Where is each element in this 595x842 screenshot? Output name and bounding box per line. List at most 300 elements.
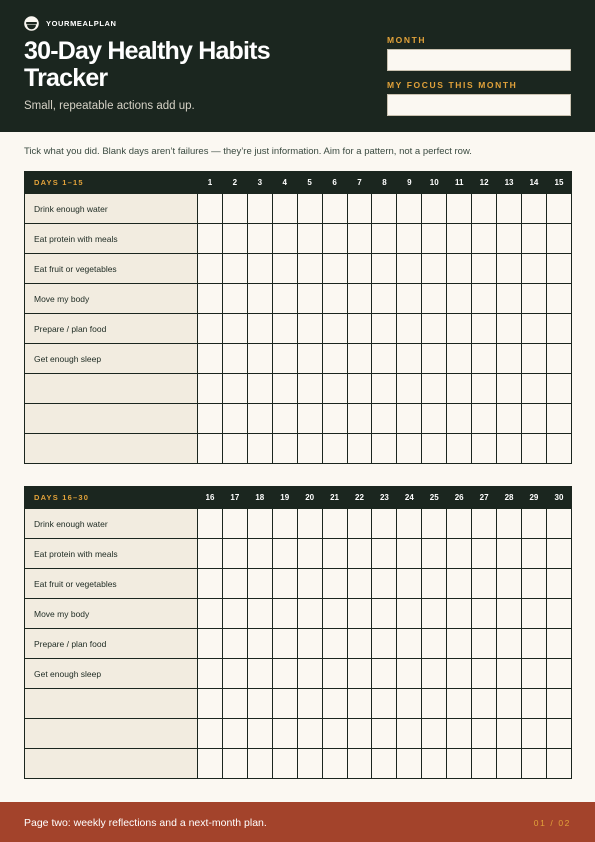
day-checkbox[interactable] [347,434,372,464]
day-checkbox[interactable] [521,404,546,434]
habit-grid [24,171,572,464]
day-checkbox[interactable] [546,374,571,404]
day-checkbox[interactable] [497,344,522,374]
day-checkbox[interactable] [372,224,397,254]
day-checkbox[interactable] [322,629,347,659]
day-checkbox[interactable] [297,314,322,344]
day-checkbox[interactable] [546,689,571,719]
day-checkbox[interactable] [372,689,397,719]
day-checkbox[interactable] [372,344,397,374]
day-checkbox[interactable] [297,194,322,224]
day-checkbox[interactable] [347,509,372,539]
habit-label-blank[interactable] [25,374,198,404]
day-checkbox[interactable] [347,344,372,374]
day-checkbox[interactable] [372,404,397,434]
day-checkbox[interactable] [247,749,272,779]
day-checkbox[interactable] [397,719,422,749]
day-checkbox[interactable] [372,539,397,569]
day-checkbox[interactable] [297,689,322,719]
day-header: 11 [447,172,472,194]
day-checkbox[interactable] [422,719,447,749]
day-header: 8 [372,172,397,194]
day-checkbox[interactable] [347,284,372,314]
day-checkbox[interactable] [546,284,571,314]
day-checkbox[interactable] [222,689,247,719]
day-checkbox[interactable] [322,659,347,689]
habit-label-blank[interactable] [25,404,198,434]
day-checkbox[interactable] [222,284,247,314]
day-header: 25 [422,487,447,509]
day-checkbox[interactable] [447,509,472,539]
habit-label: Drink enough water [25,194,198,224]
day-checkbox[interactable] [247,254,272,284]
title-line-2: Tracker [24,64,108,92]
day-checkbox[interactable] [347,629,372,659]
day-checkbox[interactable] [347,719,372,749]
day-checkbox[interactable] [322,254,347,284]
day-checkbox[interactable] [272,404,297,434]
day-checkbox[interactable] [372,374,397,404]
day-checkbox[interactable] [521,599,546,629]
day-checkbox[interactable] [422,509,447,539]
day-checkbox[interactable] [422,254,447,284]
day-checkbox[interactable] [447,224,472,254]
day-checkbox[interactable] [447,254,472,284]
day-checkbox[interactable] [198,314,223,344]
day-checkbox[interactable] [297,509,322,539]
day-checkbox[interactable] [247,659,272,689]
day-checkbox[interactable] [322,569,347,599]
habit-row [25,659,572,689]
habit-label-blank[interactable] [25,749,198,779]
day-checkbox[interactable] [521,749,546,779]
day-checkbox[interactable] [447,344,472,374]
day-checkbox[interactable] [347,314,372,344]
day-checkbox[interactable] [322,539,347,569]
day-checkbox[interactable] [222,344,247,374]
day-checkbox[interactable] [347,374,372,404]
day-checkbox[interactable] [222,539,247,569]
day-checkbox[interactable] [322,719,347,749]
day-checkbox[interactable] [247,629,272,659]
day-checkbox[interactable] [198,344,223,374]
day-checkbox[interactable] [347,569,372,599]
day-checkbox[interactable] [397,539,422,569]
day-header: 9 [397,172,422,194]
day-checkbox[interactable] [272,344,297,374]
day-checkbox[interactable] [472,689,497,719]
day-checkbox[interactable] [497,749,522,779]
day-checkbox[interactable] [521,374,546,404]
day-checkbox[interactable] [347,659,372,689]
day-checkbox[interactable] [447,719,472,749]
subtitle: Small, repeatable actions add up. [24,100,195,112]
day-checkbox[interactable] [546,314,571,344]
day-checkbox[interactable] [322,404,347,434]
day-checkbox[interactable] [397,569,422,599]
day-checkbox[interactable] [198,599,223,629]
day-checkbox[interactable] [472,629,497,659]
day-checkbox[interactable] [347,194,372,224]
day-checkbox[interactable] [347,599,372,629]
month-label: MONTH [387,35,427,45]
day-checkbox[interactable] [397,629,422,659]
day-checkbox[interactable] [497,689,522,719]
day-checkbox[interactable] [198,404,223,434]
day-checkbox[interactable] [272,689,297,719]
day-checkbox[interactable] [347,224,372,254]
day-checkbox[interactable] [198,284,223,314]
day-checkbox[interactable] [222,569,247,599]
habit-grid [24,486,572,779]
day-checkbox[interactable] [497,194,522,224]
day-checkbox[interactable] [447,749,472,779]
day-checkbox[interactable] [397,509,422,539]
habit-label-blank[interactable] [25,434,198,464]
day-checkbox[interactable] [447,284,472,314]
day-checkbox[interactable] [272,374,297,404]
day-checkbox[interactable] [422,539,447,569]
day-checkbox[interactable] [497,224,522,254]
day-checkbox[interactable] [447,689,472,719]
day-checkbox[interactable] [372,749,397,779]
day-checkbox[interactable] [372,719,397,749]
day-checkbox[interactable] [472,599,497,629]
day-checkbox[interactable] [546,569,571,599]
day-checkbox[interactable] [546,599,571,629]
day-checkbox[interactable] [247,689,272,719]
day-header: 16 [198,487,223,509]
day-checkbox[interactable] [322,194,347,224]
day-checkbox[interactable] [372,629,397,659]
day-checkbox[interactable] [546,224,571,254]
day-checkbox[interactable] [272,629,297,659]
day-checkbox[interactable] [397,314,422,344]
day-checkbox[interactable] [546,254,571,284]
day-checkbox[interactable] [222,194,247,224]
day-checkbox[interactable] [546,539,571,569]
day-checkbox[interactable] [397,659,422,689]
day-checkbox[interactable] [347,749,372,779]
day-checkbox[interactable] [397,434,422,464]
day-checkbox[interactable] [297,224,322,254]
day-checkbox[interactable] [372,599,397,629]
day-checkbox[interactable] [272,539,297,569]
day-header: 6 [322,172,347,194]
day-checkbox[interactable] [521,569,546,599]
day-checkbox[interactable] [198,569,223,599]
day-checkbox[interactable] [546,659,571,689]
day-checkbox[interactable] [497,509,522,539]
day-checkbox[interactable] [247,719,272,749]
day-checkbox[interactable] [422,659,447,689]
day-checkbox[interactable] [397,344,422,374]
day-checkbox[interactable] [322,599,347,629]
day-checkbox[interactable] [422,284,447,314]
day-checkbox[interactable] [247,224,272,254]
day-checkbox[interactable] [472,404,497,434]
day-checkbox[interactable] [397,254,422,284]
day-checkbox[interactable] [397,404,422,434]
day-checkbox[interactable] [198,254,223,284]
day-checkbox[interactable] [521,659,546,689]
day-checkbox[interactable] [422,629,447,659]
habit-label: Prepare / plan food [25,314,198,344]
day-checkbox[interactable] [497,404,522,434]
day-checkbox[interactable] [247,599,272,629]
day-checkbox[interactable] [247,314,272,344]
day-checkbox[interactable] [222,254,247,284]
day-checkbox[interactable] [272,569,297,599]
day-checkbox[interactable] [297,599,322,629]
day-header: 28 [497,487,522,509]
day-checkbox[interactable] [347,404,372,434]
day-checkbox[interactable] [222,404,247,434]
day-checkbox[interactable] [372,314,397,344]
habit-label-blank[interactable] [25,719,198,749]
habit-label-blank[interactable] [25,689,198,719]
day-checkbox[interactable] [422,599,447,629]
day-checkbox[interactable] [447,434,472,464]
day-checkbox[interactable] [222,749,247,779]
day-checkbox[interactable] [521,224,546,254]
habit-row [25,434,572,464]
day-checkbox[interactable] [198,509,223,539]
day-checkbox[interactable] [546,509,571,539]
day-checkbox[interactable] [372,434,397,464]
day-checkbox[interactable] [247,344,272,374]
day-checkbox[interactable] [222,224,247,254]
day-checkbox[interactable] [322,224,347,254]
day-checkbox[interactable] [472,344,497,374]
day-checkbox[interactable] [247,194,272,224]
day-checkbox[interactable] [497,629,522,659]
day-checkbox[interactable] [397,284,422,314]
day-checkbox[interactable] [546,344,571,374]
day-checkbox[interactable] [222,434,247,464]
day-checkbox[interactable] [198,719,223,749]
day-checkbox[interactable] [297,374,322,404]
day-checkbox[interactable] [347,539,372,569]
day-checkbox[interactable] [198,539,223,569]
day-checkbox[interactable] [347,689,372,719]
day-checkbox[interactable] [497,569,522,599]
day-checkbox[interactable] [521,284,546,314]
day-checkbox[interactable] [521,344,546,374]
day-checkbox[interactable] [198,749,223,779]
day-checkbox[interactable] [447,629,472,659]
day-checkbox[interactable] [198,224,223,254]
day-checkbox[interactable] [521,254,546,284]
day-checkbox[interactable] [222,659,247,689]
day-checkbox[interactable] [546,749,571,779]
day-header: 18 [247,487,272,509]
day-checkbox[interactable] [447,404,472,434]
day-checkbox[interactable] [247,569,272,599]
day-checkbox[interactable] [497,314,522,344]
day-checkbox[interactable] [297,344,322,374]
day-checkbox[interactable] [422,689,447,719]
day-checkbox[interactable] [322,374,347,404]
day-checkbox[interactable] [272,659,297,689]
day-checkbox[interactable] [472,569,497,599]
day-checkbox[interactable] [322,689,347,719]
day-checkbox[interactable] [297,404,322,434]
day-checkbox[interactable] [322,749,347,779]
day-checkbox[interactable] [521,314,546,344]
day-checkbox[interactable] [272,194,297,224]
day-checkbox[interactable] [372,284,397,314]
day-checkbox[interactable] [447,374,472,404]
day-checkbox[interactable] [372,569,397,599]
day-checkbox[interactable] [472,374,497,404]
day-checkbox[interactable] [397,194,422,224]
day-checkbox[interactable] [521,689,546,719]
day-checkbox[interactable] [472,194,497,224]
day-checkbox[interactable] [397,749,422,779]
focus-field[interactable] [387,94,571,116]
day-checkbox[interactable] [397,689,422,719]
day-checkbox[interactable] [472,659,497,689]
day-checkbox[interactable] [297,569,322,599]
day-checkbox[interactable] [198,374,223,404]
day-checkbox[interactable] [372,194,397,224]
habit-row [25,284,572,314]
day-checkbox[interactable] [222,599,247,629]
grid-header-row [25,487,572,509]
day-checkbox[interactable] [472,539,497,569]
day-checkbox[interactable] [472,509,497,539]
day-checkbox[interactable] [422,194,447,224]
day-checkbox[interactable] [422,344,447,374]
day-checkbox[interactable] [422,569,447,599]
day-checkbox[interactable] [447,194,472,224]
day-checkbox[interactable] [297,719,322,749]
habit-label: Eat protein with meals [25,224,198,254]
day-checkbox[interactable] [497,719,522,749]
day-checkbox[interactable] [497,434,522,464]
day-checkbox[interactable] [397,374,422,404]
day-checkbox[interactable] [447,599,472,629]
day-checkbox[interactable] [297,434,322,464]
day-checkbox[interactable] [422,404,447,434]
day-checkbox[interactable] [297,539,322,569]
day-checkbox[interactable] [521,629,546,659]
day-checkbox[interactable] [297,659,322,689]
day-checkbox[interactable] [222,629,247,659]
day-checkbox[interactable] [198,689,223,719]
day-checkbox[interactable] [521,509,546,539]
day-checkbox[interactable] [497,284,522,314]
habit-label: Get enough sleep [25,344,198,374]
day-checkbox[interactable] [247,404,272,434]
day-checkbox[interactable] [497,254,522,284]
day-checkbox[interactable] [247,284,272,314]
day-checkbox[interactable] [422,434,447,464]
day-checkbox[interactable] [297,749,322,779]
day-checkbox[interactable] [472,719,497,749]
day-checkbox[interactable] [322,434,347,464]
day-checkbox[interactable] [472,434,497,464]
day-checkbox[interactable] [247,509,272,539]
day-checkbox[interactable] [272,434,297,464]
day-checkbox[interactable] [497,539,522,569]
day-checkbox[interactable] [447,569,472,599]
day-checkbox[interactable] [521,719,546,749]
day-checkbox[interactable] [247,374,272,404]
day-checkbox[interactable] [198,194,223,224]
day-checkbox[interactable] [497,374,522,404]
day-checkbox[interactable] [222,509,247,539]
day-checkbox[interactable] [521,434,546,464]
day-checkbox[interactable] [347,254,372,284]
day-checkbox[interactable] [322,314,347,344]
day-checkbox[interactable] [272,599,297,629]
day-checkbox[interactable] [372,509,397,539]
day-checkbox[interactable] [546,434,571,464]
day-checkbox[interactable] [272,224,297,254]
day-checkbox[interactable] [198,659,223,689]
day-checkbox[interactable] [447,314,472,344]
day-checkbox[interactable] [472,314,497,344]
day-checkbox[interactable] [372,254,397,284]
day-checkbox[interactable] [447,539,472,569]
day-checkbox[interactable] [422,224,447,254]
day-checkbox[interactable] [472,224,497,254]
day-checkbox[interactable] [247,539,272,569]
day-checkbox[interactable] [272,254,297,284]
day-checkbox[interactable] [521,539,546,569]
day-checkbox[interactable] [272,284,297,314]
day-checkbox[interactable] [447,659,472,689]
day-checkbox[interactable] [222,314,247,344]
day-checkbox[interactable] [222,719,247,749]
day-checkbox[interactable] [546,629,571,659]
day-checkbox[interactable] [521,194,546,224]
day-checkbox[interactable] [297,254,322,284]
day-checkbox[interactable] [422,314,447,344]
brand-name: YOURMEALPLAN [46,19,117,28]
day-checkbox[interactable] [472,749,497,779]
day-checkbox[interactable] [272,509,297,539]
day-checkbox[interactable] [422,374,447,404]
day-checkbox[interactable] [497,659,522,689]
day-checkbox[interactable] [247,434,272,464]
day-checkbox[interactable] [546,194,571,224]
day-checkbox[interactable] [322,509,347,539]
day-checkbox[interactable] [546,719,571,749]
day-checkbox[interactable] [297,284,322,314]
day-checkbox[interactable] [297,629,322,659]
day-checkbox[interactable] [272,749,297,779]
day-checkbox[interactable] [322,284,347,314]
day-checkbox[interactable] [497,599,522,629]
day-checkbox[interactable] [198,434,223,464]
day-checkbox[interactable] [472,284,497,314]
day-checkbox[interactable] [322,344,347,374]
day-checkbox[interactable] [222,374,247,404]
day-checkbox[interactable] [272,314,297,344]
day-checkbox[interactable] [198,629,223,659]
day-checkbox[interactable] [372,659,397,689]
day-checkbox[interactable] [422,749,447,779]
day-checkbox[interactable] [397,599,422,629]
day-checkbox[interactable] [397,224,422,254]
day-checkbox[interactable] [472,254,497,284]
month-field[interactable] [387,49,571,71]
day-checkbox[interactable] [272,719,297,749]
day-checkbox[interactable] [546,404,571,434]
